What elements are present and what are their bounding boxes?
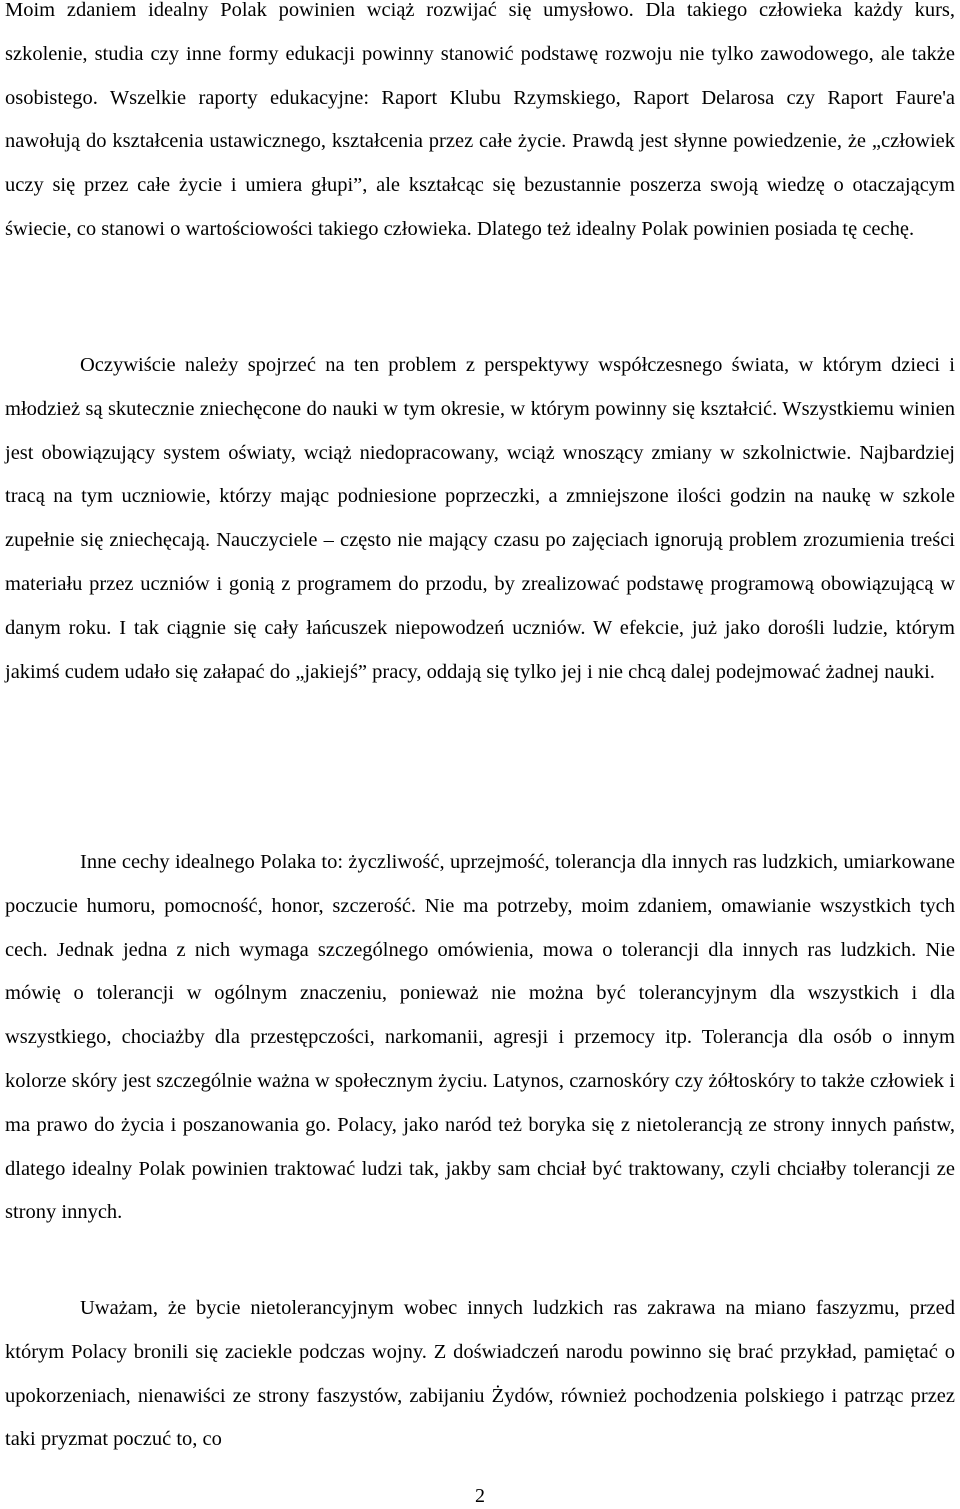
paragraph-fascism: Uważam, że bycie nietolerancyjnym wobec innych ludzkich ras zakrawa na miano faszyzmu, przed którym Polacy bronili się zaciekle podczas wojny. Z doświadczeń narodu powinno się brać przykład, pamiętać o upokorzeniach, nienawiści ze strony faszystów, zabijaniu Żydów, również pochodzenia polskiego i patrząc przez taki pryzmat poczuć to, co <box>5 1297 955 1451</box>
paragraph-tolerance: Inne cechy idealnego Polaka to: życzliwość, uprzejmość, tolerancja dla innych ras ludzkich, umiarkowane poczucie humoru, pomocność, honor, szczerość. Nie ma potrzeby, moim zdaniem, omawianie wszystkich tych cech. Jednak jedna z nich wymaga szczególnego omówienia, mowa o tolerancji dla innych ras ludzkich. Nie mówię o tolerancji w ogólnym znaczeniu, ponieważ nie można być tolerancyjnym dla wszystkich i dla wszystkiego, chociażby dla przestępczości, narkomanii, agresji i przemocy itp. Tolerancja dla osób o innym kolorze skóry jest szczególnie ważna w społecznym życiu. Latynos, czarnoskóry czy żółtoskóry to także człowiek i ma prawo do życia i poszanowania go. Polacy, jako naród też boryka się z nietolerancją ze strony innych państw, dlatego idealny Polak powinien traktować ludzi tak, jakby sam chciał być traktowany, czyli chciałby tolerancji ze strony innych. <box>5 851 955 1224</box>
page-number: 2 <box>475 1485 485 1507</box>
paragraph-self-development: Moim zdaniem idealny Polak powinien wciąż rozwijać się umysłowo. Dla takiego człowieka każdy kurs, szkolenie, studia czy inne formy edukacji powinny stanowić podstawę rozwoju nie tylko zawodowego, ale także osobistego. Wszelkie raporty edukacyjne: Raport Klubu Rzymskiego, Raport Delarosa czy Raport Faure'a nawołują do kształcenia ustawicznego, kształcenia przez całe życie. Prawdą jest słynne powiedzenie, że „człowiek uczy się przez całe życie i umiera głupi”, ale kształcąc się bezustannie poszerza swoją wiedzę o otaczającym świecie, co stanowi o wartościowości takiego człowieka. Dlatego też idealny Polak powinien posiada tę cechę. <box>5 0 955 240</box>
paragraph-education-system: Oczywiście należy spojrzeć na ten problem z perspektywy współczesnego świata, w którym dzieci i młodzież są skutecznie zniechęcone do nauki w tym okresie, w którym powinny się kształcić. Wszystkiemu winien jest obowiązujący system oświaty, wciąż niedopracowany, wciąż wnoszący zmiany w szkolnictwie. Najbardziej tracą na tym uczniowie, którzy mając podniesione poprzeczki, a zmniejszone ilości godzin na naukę w szkole zupełnie się zniechęcają. Nauczyciele – często nie mający czasu po zajęciach ignorują problem zrozumienia treści materiału przez uczniów i gonią z programem do przodu, by zrealizować podstawę programową obowiązującą w danym roku. I tak ciągnie się cały łańcuszek niepowodzeń uczniów. W efekcie, już jako dorośli ludzie, którym jakimś cudem udało się załapać do „jakiejś” pracy, oddają się tylko jej i nie chcą dalej podejmować żadnej nauki. <box>5 354 955 683</box>
